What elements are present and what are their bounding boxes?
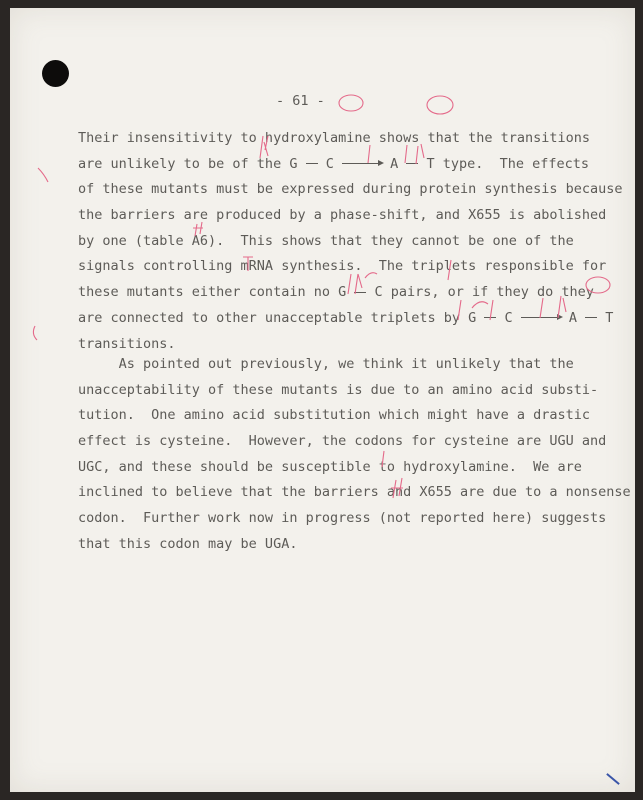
bond-dash xyxy=(484,317,496,318)
transition-arrow xyxy=(342,163,382,164)
text-line: the barriers are produced by a phase-shift, and X655 is abolished xyxy=(78,207,607,224)
text-line: by one (table A6). This shows that they cannot be one of the xyxy=(78,232,574,249)
text-line xyxy=(78,280,598,306)
margin-mark xyxy=(33,326,37,340)
bond-dash xyxy=(306,163,318,164)
text-line: of these mutants must be expressed during protein synthesis because xyxy=(78,181,623,198)
text-line: codon. Further work now in progress (not reported here) suggests xyxy=(78,510,607,527)
text-segment: T type. The effects xyxy=(418,155,590,172)
margin-mark xyxy=(38,168,48,182)
bond-dash xyxy=(354,292,366,293)
text-line: unacceptability of these mutants is due to an amino acid substi- xyxy=(78,381,599,398)
text-segment: these mutants either contain no G xyxy=(78,284,355,301)
text-line: tution. One amino acid substitution which might have a drastic xyxy=(78,407,591,424)
text-line: UGC, and these should be susceptible to hydroxylamine. We are xyxy=(78,458,582,475)
text-segment: are connected to other unacceptable triplets by G xyxy=(78,309,485,326)
transition-arrow xyxy=(521,317,561,318)
paragraph-1 xyxy=(78,126,623,357)
text-segment: C pairs, or if they do they xyxy=(366,284,594,301)
text-segment: T xyxy=(597,309,614,326)
corner-mark xyxy=(606,773,620,785)
text-segment: C xyxy=(317,155,342,172)
page-number: - 61 - xyxy=(276,93,325,109)
text-segment: are unlikely to be of the G xyxy=(78,155,306,172)
paragraph-2 xyxy=(78,352,631,558)
text-line: Their insensitivity to hydroxylamine shows that the transitions xyxy=(78,130,591,146)
text-line xyxy=(78,152,598,178)
text-line: transitions. xyxy=(78,335,176,352)
text-segment: C xyxy=(496,309,521,326)
text-segment: A xyxy=(381,155,407,172)
text-line: inclined to believe that the barriers and X655 are due to a nonsense xyxy=(78,484,631,501)
text-line: signals controlling mRNA synthesis. The triplets responsible for xyxy=(78,258,607,275)
text-line: that this codon may be UGA. xyxy=(78,535,298,552)
document-page xyxy=(10,8,635,792)
bond-dash xyxy=(406,163,418,164)
text-line: As pointed out previously, we think it unlikely that the xyxy=(78,356,574,372)
text-line xyxy=(78,306,614,332)
text-line: effect is cysteine. However, the codons for cysteine are UGU and xyxy=(78,433,607,450)
text-segment: A xyxy=(560,309,586,326)
circle-mark xyxy=(339,95,363,111)
bond-dash xyxy=(585,317,597,318)
circle-mark xyxy=(427,96,453,114)
punch-hole xyxy=(42,60,69,87)
